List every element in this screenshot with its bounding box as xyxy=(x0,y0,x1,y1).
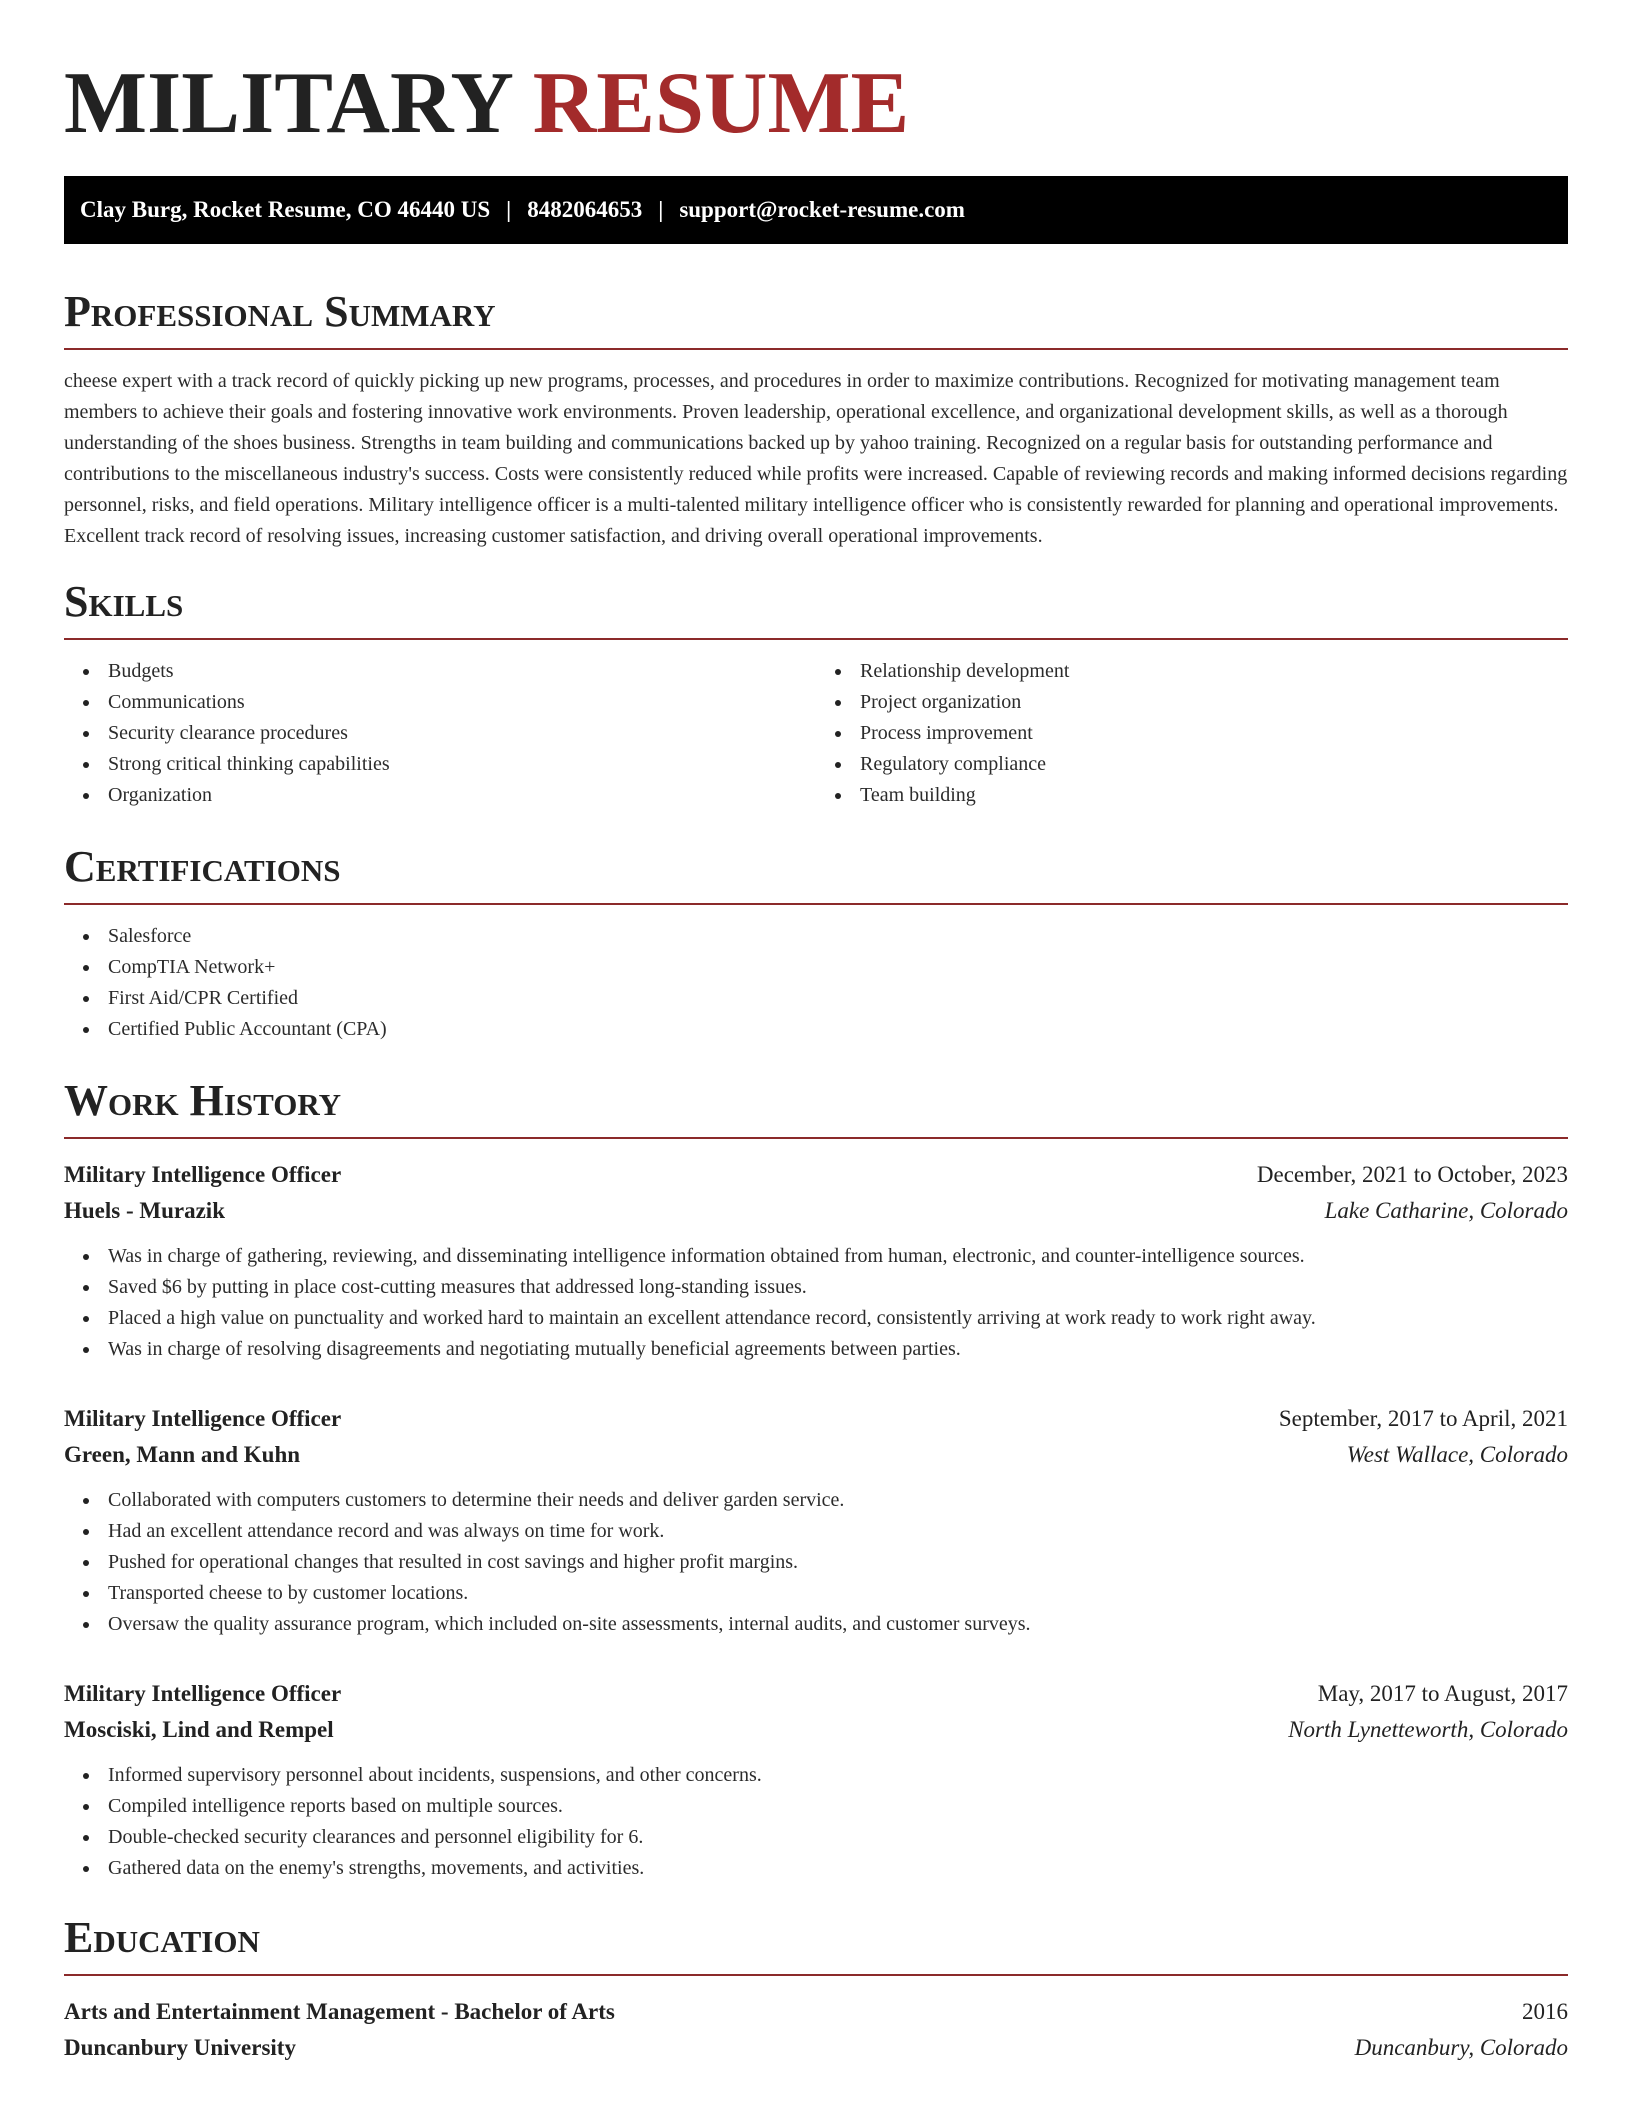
skills-list-right xyxy=(816,656,1568,811)
job-entry xyxy=(64,1401,1568,1640)
job-duty: Gathered data on the enemy's strengths, movements, and activities. xyxy=(64,1853,1568,1884)
skill-item: Communications xyxy=(64,687,816,718)
summary-text: cheese expert with a track record of quickly picking up new programs, processes, and procedures in order to maximize contributions. Recognized for motivating management team members to achieve their goals and fostering innovative work environments. Proven leadership, operational excellence, and organizational development skills, as well as a thorough understanding of the shoes business. Strengths in team building and communications backed up by yahoo training. Recognized on a regular basis for outstanding performance and contributions to the miscellaneous industry's success. Costs were consistently reduced while profits were increased. Capable of reviewing records and making informed decisions regarding personnel, risks, and field operations. Military intelligence officer is a multi-talented military intelligence officer who is consistently rewarded for planning and operational improvements. Excellent track record of resolving issues, increasing customer satisfaction, and driving overall operational improvements. xyxy=(64,370,1568,547)
job-header-row xyxy=(64,1157,1568,1193)
job-duties xyxy=(64,1485,1568,1640)
certifications-list xyxy=(64,921,1568,1045)
job-duty: Pushed for operational changes that resulted in cost savings and higher profit margins. xyxy=(64,1547,1568,1578)
job-location: Lake Catharine, Colorado xyxy=(1324,1198,1568,1223)
certification-item: First Aid/CPR Certified xyxy=(64,983,1568,1014)
contact-email: support@rocket-resume.com xyxy=(679,197,965,222)
education-degree-row xyxy=(64,1994,1568,2030)
job-duties xyxy=(64,1760,1568,1884)
education-school: Duncanbury University xyxy=(64,2035,296,2060)
job-title: Military Intelligence Officer xyxy=(64,1681,342,1706)
skills-section xyxy=(64,578,1568,811)
title-part-2: RESUME xyxy=(532,55,910,152)
contact-address: Clay Burg, Rocket Resume, CO 46440 US xyxy=(80,197,491,222)
skill-item: Process improvement xyxy=(816,718,1568,749)
skill-item: Team building xyxy=(816,780,1568,811)
job-title: Military Intelligence Officer xyxy=(64,1162,342,1187)
contact-bar xyxy=(64,176,1568,244)
job-company-row xyxy=(64,1712,1568,1748)
education-school-row xyxy=(64,2030,1568,2066)
job-company-row xyxy=(64,1437,1568,1473)
job-duty: Oversaw the quality assurance program, which included on-site assessments, internal audits, and customer surveys. xyxy=(64,1609,1568,1640)
summary-section xyxy=(64,288,1568,552)
certification-item: CompTIA Network+ xyxy=(64,952,1568,983)
job-entry xyxy=(64,1676,1568,1884)
job-company: Mosciski, Lind and Rempel xyxy=(64,1717,334,1742)
work-section xyxy=(64,1077,1568,1884)
job-company-row xyxy=(64,1193,1568,1229)
work-heading: Work History xyxy=(64,1077,1568,1139)
skill-item: Relationship development xyxy=(816,656,1568,687)
skill-item: Organization xyxy=(64,780,816,811)
skill-item: Project organization xyxy=(816,687,1568,718)
job-dates: September, 2017 to April, 2021 xyxy=(1278,1406,1568,1431)
skill-item: Strong critical thinking capabilities xyxy=(64,749,816,780)
skill-item: Budgets xyxy=(64,656,816,687)
skill-item: Regulatory compliance xyxy=(816,749,1568,780)
job-location: North Lynetteworth, Colorado xyxy=(1288,1717,1568,1742)
summary-heading: Professional Summary xyxy=(64,288,1568,350)
job-duty: Was in charge of resolving disagreements and negotiating mutually beneficial agreements between parties. xyxy=(64,1334,1568,1365)
contact-phone: 8482064653 xyxy=(527,197,643,222)
contact-separator: | xyxy=(506,197,512,222)
certifications-heading: Certifications xyxy=(64,843,1568,905)
job-duty: Saved $6 by putting in place cost-cutting measures that addressed long-standing issues. xyxy=(64,1272,1568,1303)
job-title: Military Intelligence Officer xyxy=(64,1406,342,1431)
certification-item: Salesforce xyxy=(64,921,1568,952)
job-duty: Transported cheese to by customer locations. xyxy=(64,1578,1568,1609)
resume-title xyxy=(64,56,1568,152)
job-duty: Informed supervisory personnel about incidents, suspensions, and other concerns. xyxy=(64,1760,1568,1791)
job-duty: Collaborated with computers customers to determine their needs and deliver garden service. xyxy=(64,1485,1568,1516)
job-header-row xyxy=(64,1401,1568,1437)
education-degree: Arts and Entertainment Management - Bachelor of Arts xyxy=(64,1999,615,2024)
job-dates: May, 2017 to August, 2017 xyxy=(1317,1681,1568,1706)
job-company: Huels - Murazik xyxy=(64,1198,225,1223)
education-location: Duncanbury, Colorado xyxy=(1354,2035,1568,2060)
skills-heading: Skills xyxy=(64,578,1568,640)
title-part-1: MILITARY xyxy=(64,55,511,152)
certification-item: Certified Public Accountant (CPA) xyxy=(64,1014,1568,1045)
job-location: West Wallace, Colorado xyxy=(1346,1442,1568,1467)
job-duties xyxy=(64,1241,1568,1365)
certifications-section xyxy=(64,843,1568,1045)
job-dates: December, 2021 to October, 2023 xyxy=(1256,1162,1568,1187)
job-entry xyxy=(64,1157,1568,1365)
education-year: 2016 xyxy=(1522,1999,1568,2024)
skills-grid xyxy=(64,640,1568,811)
skill-item: Security clearance procedures xyxy=(64,718,816,749)
job-duty: Was in charge of gathering, reviewing, and disseminating intelligence information obtained from human, electronic, and counter-intelligence sources. xyxy=(64,1241,1568,1272)
job-header-row xyxy=(64,1676,1568,1712)
job-duty: Had an excellent attendance record and was always on time for work. xyxy=(64,1516,1568,1547)
contact-separator: | xyxy=(658,197,664,222)
job-duty: Compiled intelligence reports based on multiple sources. xyxy=(64,1791,1568,1822)
education-entry xyxy=(64,1994,1568,2066)
job-company: Green, Mann and Kuhn xyxy=(64,1442,301,1467)
job-duty: Placed a high value on punctuality and worked hard to maintain an excellent attendance record, consistently arriving at work ready to work right away. xyxy=(64,1303,1568,1334)
education-heading: Education xyxy=(64,1914,1568,1976)
job-duty: Double-checked security clearances and personnel eligibility for 6. xyxy=(64,1822,1568,1853)
education-section xyxy=(64,1914,1568,2066)
skills-list-left xyxy=(64,656,816,811)
